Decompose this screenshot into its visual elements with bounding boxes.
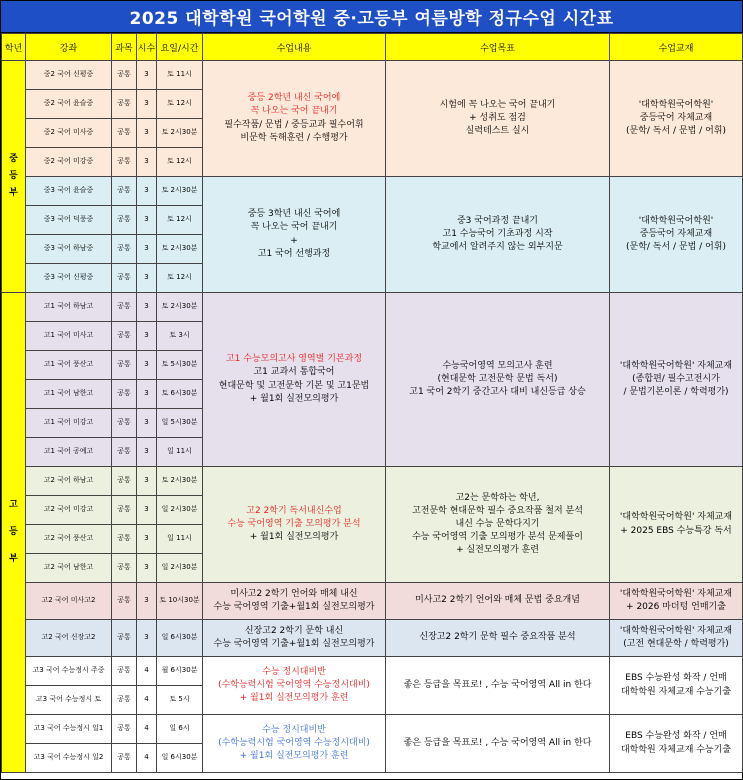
goal-line: 중3 국어과정 끝내기 <box>456 215 538 226</box>
subject: 공통 <box>112 235 137 264</box>
subject: 공통 <box>112 148 137 177</box>
class-content <box>203 61 386 177</box>
day-time: 일 2시30분 <box>157 554 203 583</box>
hours: 4 <box>137 686 157 715</box>
day-time: 토 2시30분 <box>157 119 203 148</box>
class-goal <box>386 715 610 773</box>
course-name: 고3 국어 수능정시 일1 <box>26 715 112 744</box>
subject: 공통 <box>112 715 137 744</box>
table-row <box>2 177 743 206</box>
subject: 공통 <box>112 119 137 148</box>
day-time: 일 6시30분 <box>157 744 203 773</box>
goal-line: 미사고2 2학기 언어와 매체 문법 중요개념 <box>415 595 580 606</box>
goal-line: 수능 국어영역 기출 모의평가 분석 문제풀이 <box>412 532 583 543</box>
course-name: 고2 국어 미사고2 <box>26 583 112 620</box>
subject: 공통 <box>112 554 137 583</box>
content-highlight-line: 고1 수능모의고사 영역별 기본과정 <box>225 354 363 365</box>
subject: 공통 <box>112 380 137 409</box>
course-name: 고3 국어 수능정시 주중 <box>26 657 112 686</box>
content-line: 미사고2 2학기 언어와 매체 내신 <box>230 588 358 599</box>
content-highlight-line: 중등 2학년 내신 국어에 <box>247 93 341 104</box>
hours: 4 <box>137 657 157 686</box>
hours: 3 <box>137 206 157 235</box>
header-hours: 시수 <box>137 34 157 61</box>
content-line: + <box>290 235 298 246</box>
hours: 3 <box>137 409 157 438</box>
textbook-line: '대학학원국어학원' <box>638 99 714 110</box>
textbook-line: '대학학원국어학원' <box>638 215 714 226</box>
subject: 공통 <box>112 177 137 206</box>
hours: 3 <box>137 583 157 620</box>
subject: 공통 <box>112 322 137 351</box>
course-name: 고1 국어 공예고 <box>26 438 112 467</box>
textbook-line: '대학학원국어학원' 자체교재 <box>619 588 733 599</box>
course-name: 고1 국어 미사고 <box>26 322 112 351</box>
table-row <box>2 715 743 744</box>
goal-line: 시험에 꼭 나오는 국어 끝내기 <box>439 99 556 110</box>
class-content <box>203 657 386 715</box>
course-name: 중2 국어 윤슬중 <box>26 90 112 119</box>
subject: 공통 <box>112 496 137 525</box>
course-name: 고2 국어 하남고 <box>26 467 112 496</box>
table-row <box>2 620 743 657</box>
content-highlight-line: 고2 2학기 독서내신수업 <box>246 505 342 516</box>
hours: 3 <box>137 177 157 206</box>
class-content <box>203 177 386 293</box>
content-highlight-line: 수능 정시대비반 <box>262 666 326 677</box>
subject: 공통 <box>112 293 137 322</box>
course-name: 고3 국어 수능정시 토 <box>26 686 112 715</box>
class-goal <box>386 583 610 620</box>
schedule-body <box>2 61 743 773</box>
content-line: 현대문학 및 고전문학 기본 및 고1문법 <box>218 380 370 391</box>
hours: 3 <box>137 525 157 554</box>
subject: 공통 <box>112 467 137 496</box>
class-goal <box>386 177 610 293</box>
day-time: 토 12시 <box>157 148 203 177</box>
day-time: 토 5시30분 <box>157 351 203 380</box>
class-goal <box>386 293 610 467</box>
course-name: 중2 국어 신평중 <box>26 61 112 90</box>
class-goal <box>386 61 610 177</box>
grade-high-cell: 고 등 부 <box>2 293 26 773</box>
hours: 3 <box>137 90 157 119</box>
hours: 3 <box>137 620 157 657</box>
hours: 3 <box>137 264 157 293</box>
class-textbook <box>610 467 743 583</box>
course-name: 고1 국어 남한고 <box>26 380 112 409</box>
day-time: 토 12시 <box>157 264 203 293</box>
content-line: 꼭 나오는 국어 끝내기 <box>250 222 338 233</box>
textbook-line: '대학학원국어학원' 자체교재 <box>619 512 733 523</box>
course-name: 고1 국어 하남고 <box>26 293 112 322</box>
course-name: 고2 국어 미강고 <box>26 496 112 525</box>
subject: 공통 <box>112 90 137 119</box>
goal-line: 좋은 등급을 목표로! , 수능 국어영역 All in 한다 <box>403 737 592 748</box>
subject: 공통 <box>112 525 137 554</box>
content-line: 필수작품/ 문법 / 중등교과 필수어휘 <box>224 119 364 130</box>
hours: 3 <box>137 293 157 322</box>
content-line: + 월1회 실전모의평가 <box>249 532 339 543</box>
class-textbook <box>610 293 743 467</box>
hours: 3 <box>137 467 157 496</box>
hours: 3 <box>137 496 157 525</box>
header-subject: 과목 <box>112 34 137 61</box>
day-time: 일 6시 <box>157 715 203 744</box>
table-row <box>2 583 743 620</box>
subject: 공통 <box>112 206 137 235</box>
course-name: 고1 국어 미강고 <box>26 409 112 438</box>
content-line: 비문학 독해훈련 / 수행평가 <box>240 132 348 143</box>
day-time: 일 5시30분 <box>157 409 203 438</box>
hours: 3 <box>137 61 157 90</box>
content-line: 중등 3학년 내신 국어에 <box>247 209 341 220</box>
content-highlight-line: (수학능력시험 국어영역 수능정시대비) <box>218 737 370 748</box>
subject: 공통 <box>112 657 137 686</box>
day-time: 월 6시30분 <box>157 657 203 686</box>
goal-line: 수능국어영역 모의고사 훈련 <box>442 360 553 371</box>
course-name: 고2 국어 남한고 <box>26 554 112 583</box>
subject: 공통 <box>112 620 137 657</box>
goal-line: 고전문학 현대문학 필수 중요작품 철저 분석 <box>412 505 583 516</box>
class-content <box>203 293 386 467</box>
day-time: 토 2시30분 <box>157 467 203 496</box>
day-time: 토 2시30분 <box>157 293 203 322</box>
day-time: 일 11시 <box>157 525 203 554</box>
day-time: 토 12시 <box>157 90 203 119</box>
header-grade: 학년 <box>2 34 26 61</box>
textbook-line: (문학/ 독서 / 문법 / 어휘) <box>626 126 726 137</box>
header-content: 수업내용 <box>203 34 386 61</box>
class-textbook <box>610 657 743 715</box>
table-row <box>2 657 743 686</box>
class-textbook <box>610 583 743 620</box>
day-time: 토 2시30분 <box>157 177 203 206</box>
table-row <box>2 293 743 322</box>
textbook-line: EBS 수능완성 화작 / 언매 <box>625 673 727 684</box>
subject: 공통 <box>112 744 137 773</box>
course-name: 중2 국어 미강중 <box>26 148 112 177</box>
day-time: 토 6시30분 <box>157 380 203 409</box>
hours: 3 <box>137 235 157 264</box>
class-goal <box>386 657 610 715</box>
goal-line: 실력테스트 실시 <box>465 126 530 137</box>
content-line: 고1 국어 선행과정 <box>257 248 331 259</box>
subject: 공통 <box>112 409 137 438</box>
content-highlight-line: 수능 정시대비반 <box>262 724 326 735</box>
hours: 4 <box>137 744 157 773</box>
subject: 공통 <box>112 264 137 293</box>
hours: 3 <box>137 148 157 177</box>
class-textbook <box>610 620 743 657</box>
content-line: 신장고2 2학기 문학 내신 <box>244 625 344 636</box>
textbook-line: 중등국어 자체교재 <box>639 228 713 239</box>
course-name: 고2 국어 신장고2 <box>26 620 112 657</box>
class-content <box>203 715 386 773</box>
hours: 3 <box>137 438 157 467</box>
textbook-line: '대학학원국어학원' 자체교재 <box>619 625 733 636</box>
hours: 3 <box>137 322 157 351</box>
textbook-line: / 문법기본이론 / 학력평가) <box>623 387 729 398</box>
content-line: + 월1회 실전모의평가 <box>249 393 339 404</box>
day-time: 토 5시 <box>157 686 203 715</box>
course-name: 중3 국어 덕풍중 <box>26 206 112 235</box>
course-name: 중2 국어 미사중 <box>26 119 112 148</box>
textbook-line: (문학/ 독서 / 문법 / 어휘) <box>626 242 726 253</box>
header-course: 강좌 <box>26 34 112 61</box>
schedule-table <box>1 33 743 773</box>
course-name: 고3 국어 수능정시 일2 <box>26 744 112 773</box>
header-row <box>2 34 743 61</box>
textbook-line: EBS 수능완성 화작 / 언매 <box>625 731 727 742</box>
content-line: 수능 국어영역 기출+월1회 실전모의평가 <box>213 639 375 649</box>
course-name: 중3 국어 신평중 <box>26 264 112 293</box>
hours: 3 <box>137 554 157 583</box>
course-name: 고2 국어 풍산고 <box>26 525 112 554</box>
goal-line: 고1 국어 2학기 중간고사 대비 내신등급 상승 <box>409 387 586 398</box>
content-highlight-line: 꼭 나오는 국어 끝내기 <box>250 106 338 117</box>
day-time: 일 11시 <box>157 438 203 467</box>
class-goal <box>386 620 610 657</box>
content-line: 수능 국어영역 기출+월1회 실전모의평가 <box>213 602 375 612</box>
goal-line: 신장고2 2학기 문학 필수 중요작품 분석 <box>419 632 576 643</box>
hours: 4 <box>137 715 157 744</box>
hours: 3 <box>137 119 157 148</box>
hours: 3 <box>137 351 157 380</box>
course-name: 중3 국어 윤슬중 <box>26 177 112 206</box>
subject: 공통 <box>112 351 137 380</box>
textbook-line: '대학학원국어학원' 자체교재 <box>619 360 733 371</box>
page-title: 2025 대학학원 국어학원 중·고등부 여름방학 정규수업 시간표 <box>1 1 742 33</box>
textbook-line: 대학학원 자체교재 수능기출 <box>620 744 732 755</box>
day-time: 토 11시 <box>157 61 203 90</box>
grade-middle-cell: 중 등 부 <box>2 61 26 293</box>
day-time: 토 10시30분 <box>157 583 203 620</box>
header-time: 요일/시간 <box>157 34 203 61</box>
table-row <box>2 467 743 496</box>
goal-line: 좋은 등급을 목표로! , 수능 국어영역 All in 한다 <box>403 679 592 690</box>
content-line: 고1 교과서 통합국어 <box>253 367 335 378</box>
content-highlight-line: + 월1회 실전모의평가 훈련 <box>239 751 349 762</box>
class-content <box>203 583 386 620</box>
day-time: 토 3시 <box>157 322 203 351</box>
goal-line: 내신 수능 문학다지기 <box>455 518 540 529</box>
hours: 3 <box>137 380 157 409</box>
class-textbook <box>610 177 743 293</box>
goal-line: + 성취도 점검 <box>469 112 526 123</box>
class-content <box>203 620 386 657</box>
textbook-line: 대학학원 자체교재 수능기출 <box>620 686 732 697</box>
textbook-line: (종합편/ 필수고전시가 <box>632 373 720 384</box>
content-highlight-line: + 월1회 실전모의평가 훈련 <box>239 693 349 704</box>
textbook-line: + 2025 EBS 수능특강 독서 <box>620 525 732 536</box>
day-time: 토 12시 <box>157 206 203 235</box>
textbook-line: 중등국어 자체교재 <box>639 112 713 123</box>
header-goal: 수업목표 <box>386 34 610 61</box>
day-time: 토 2시30분 <box>157 235 203 264</box>
day-time: 일 2시30분 <box>157 496 203 525</box>
subject: 공통 <box>112 438 137 467</box>
subject: 공통 <box>112 61 137 90</box>
class-content <box>203 467 386 583</box>
course-name: 중3 국어 하남중 <box>26 235 112 264</box>
class-textbook <box>610 715 743 773</box>
table-row <box>2 61 743 90</box>
goal-line: 고1 수능국어 기초과정 시작 <box>442 228 553 239</box>
goal-line: 고2는 문학하는 학년, <box>455 492 540 503</box>
subject: 공통 <box>112 686 137 715</box>
textbook-line: + 2026 마더텅 언매기출 <box>626 602 726 612</box>
goal-line: 학교에서 알려주지 않는 외부지문 <box>432 242 563 253</box>
content-highlight-line: 수능 국어영역 기출 모의평가 분석 <box>227 518 361 529</box>
class-textbook <box>610 61 743 177</box>
goal-line: (현대문학 고전문학 문법 독서) <box>437 373 558 384</box>
day-time: 일 6시30분 <box>157 620 203 657</box>
class-goal <box>386 467 610 583</box>
content-highlight-line: (수학능력시험 국어영역 수능정시대비) <box>218 679 370 690</box>
goal-line: + 실전모의평가 훈련 <box>456 545 539 556</box>
subject: 공통 <box>112 583 137 620</box>
textbook-line: (고전 현대문학 / 학력평가) <box>623 639 729 649</box>
header-textbook: 수업교재 <box>610 34 743 61</box>
course-name: 고1 국어 풍산고 <box>26 351 112 380</box>
